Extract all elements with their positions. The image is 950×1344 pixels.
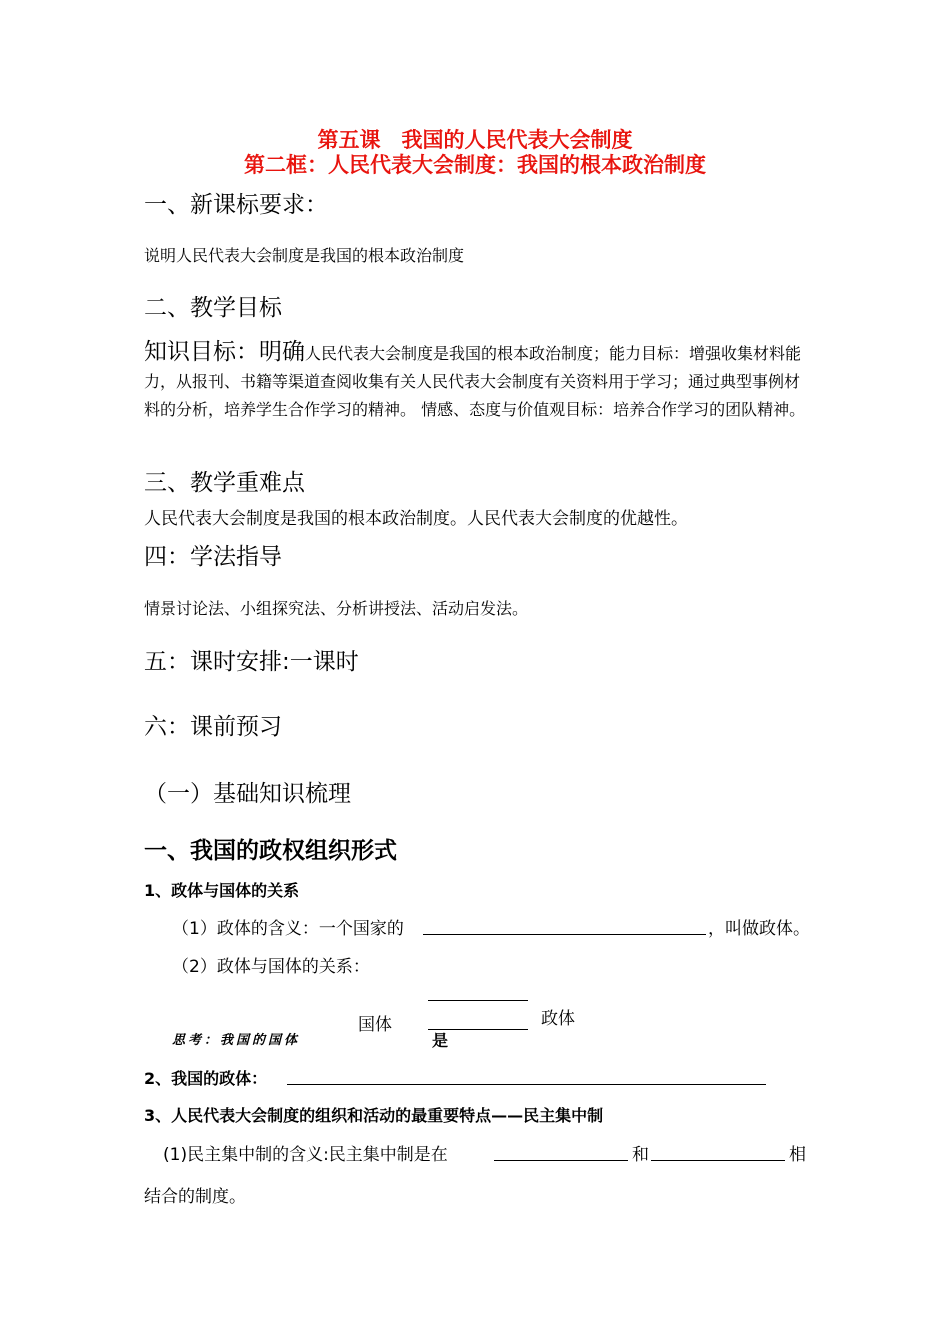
- item-3-1-prefix: (1)民主集中制的含义:民主集中制是在: [163, 1145, 448, 1165]
- item-1-1-prefix: （1）政体的含义：一个国家的: [172, 919, 404, 939]
- section-2-paragraph: [144, 338, 814, 424]
- item-3: 3、人民代表大会制度的组织和活动的最重要特点——民主集中制: [144, 1106, 604, 1125]
- zhengti-label: 政体: [541, 1009, 575, 1029]
- think-prompt: 思考：我国的国体: [172, 1033, 301, 1048]
- knowledge-goal-lead: 知识目标：明确: [144, 339, 305, 365]
- blank-line-democracy-1[interactable]: [494, 1160, 628, 1161]
- guoti-label: 国体: [358, 1015, 392, 1035]
- item-1: 1、政体与国体的关系: [144, 881, 300, 900]
- section-2-heading: 二、教学目标: [144, 295, 282, 321]
- blank-line-polity[interactable]: [287, 1084, 766, 1085]
- basic-knowledge-heading: （一）基础知识梳理: [144, 781, 351, 807]
- blank-line-democracy-2[interactable]: [651, 1160, 785, 1161]
- section-6-heading: 六：课前预习: [144, 714, 282, 740]
- teaching-goals-text: 人民代表大会制度是我国的根本政治制度；能力目标：增强收集材料能力，从报刊、书籍等渠道查阅收集有关人民代表大会制度有关资料用于学习；通过典型事例材料的分析，培养学生合作学习的精神。 情感、态度与价值观目标：培养合作学习的团队精神。: [144, 344, 806, 419]
- item-1-1-suffix: ，叫做政体。: [708, 919, 810, 939]
- part-1-heading: 一、我国的政权组织形式: [144, 838, 397, 864]
- section-5-heading: 五：课时安排:一课时: [144, 649, 359, 675]
- item-3-1-continuation: 结合的制度。: [144, 1187, 246, 1207]
- section-1-heading: 一、新课标要求：: [144, 192, 328, 218]
- blank-line-relation-top[interactable]: [428, 1000, 528, 1001]
- item-2: 2、我国的政体：: [144, 1069, 268, 1088]
- section-3-heading: 三、教学重难点: [144, 470, 305, 496]
- section-1-text: 说明人民代表大会制度是我国的根本政治制度: [144, 246, 465, 265]
- item-3-1-middle: 和: [632, 1145, 649, 1165]
- lesson-title: 第五课 我国的人民代表大会制度: [317, 128, 633, 152]
- blank-line-regime-meaning[interactable]: [423, 934, 706, 935]
- item-1-2: （2）政体与国体的关系：: [172, 957, 370, 977]
- item-3-1-suffix: 相: [789, 1145, 806, 1165]
- lesson-subtitle: 第二框：人民代表大会制度：我国的根本政治制度: [244, 153, 706, 177]
- section-4-text: 情景讨论法、小组探究法、分析讲授法、活动启发法。: [144, 599, 529, 618]
- section-4-heading: 四：学法指导: [144, 544, 282, 570]
- shi-label: 是: [432, 1031, 449, 1050]
- section-3-text: 人民代表大会制度是我国的根本政治制度。人民代表大会制度的优越性。: [144, 509, 688, 529]
